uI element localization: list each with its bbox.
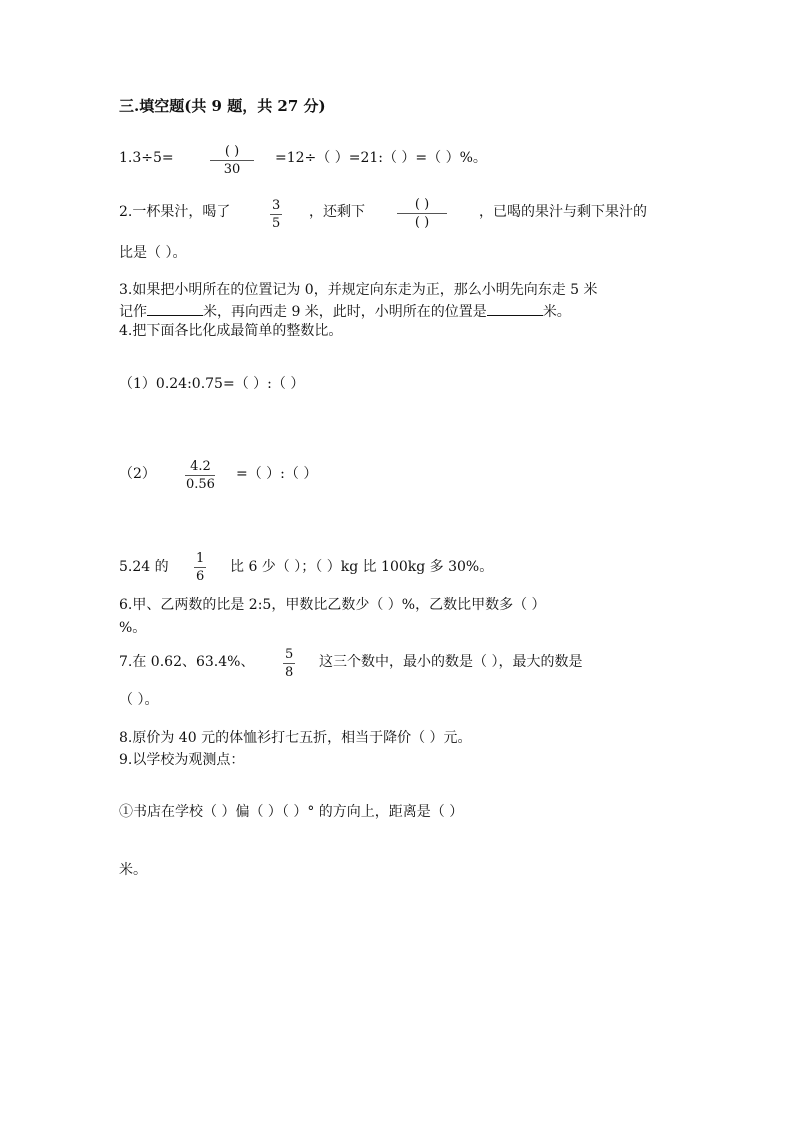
- q6-line2: %。: [119, 620, 147, 636]
- q7-line2: （ ）。: [119, 692, 159, 708]
- q1-prefix: 1.3÷5=: [119, 150, 174, 166]
- section-title: 三.填空题(共 9 题，共 27 分): [119, 97, 326, 115]
- q2-fraction-remaining: [397, 198, 447, 229]
- q3-line2-b: 米，再向西走 9 米，此时，小明所在的位置是: [203, 304, 487, 320]
- q9-title: 9.以学校为观测点：: [119, 752, 245, 768]
- q2-fraction2-bar: [397, 213, 447, 214]
- q2-part3: ，已喝的果汁与剩下果汁的: [479, 204, 647, 220]
- q4-title: 4.把下面各比化成最简单的整数比。: [119, 323, 343, 339]
- q4-fraction: [184, 460, 217, 491]
- q5-fraction-bar: [194, 567, 206, 568]
- q5-fraction: [194, 552, 206, 583]
- q3-line2: [119, 303, 571, 319]
- q4-fraction-numerator: 4.2: [190, 459, 211, 474]
- q7-fraction-numerator: 5: [285, 647, 294, 662]
- q9-sub1: ①书店在学校（ ）偏（ ）（ ）° 的方向上，距离是（ ）: [119, 804, 464, 820]
- q7-fraction: [283, 648, 295, 679]
- q9-sub1-line2: 米。: [119, 862, 147, 878]
- q3-line2-a: 记作: [119, 304, 147, 320]
- q1-fraction-bar: [210, 160, 254, 161]
- q7-part2: 这三个数中，最小的数是（ ），最大的数是: [319, 654, 583, 670]
- q3-line1: 3.如果把小明所在的位置记为 0，并规定向东走为正，那么小明先向东走 5 米: [119, 282, 598, 298]
- q1-fraction: [210, 145, 254, 176]
- q5-fraction-numerator: 1: [196, 551, 205, 566]
- q4-fraction-bar: [185, 475, 215, 476]
- q3-line2-c: 米。: [542, 304, 571, 320]
- q7-part1: 7.在 0.62、63.4%、: [119, 654, 255, 670]
- q2-line2: 比是（ ）。: [119, 245, 187, 261]
- q2-fraction2-numerator: ( ): [414, 197, 430, 212]
- q2-fraction1-numerator: 3: [272, 198, 281, 213]
- q1-fraction-denominator: 30: [223, 162, 241, 177]
- q6-line1: 6.甲、乙两数的比是 2:5，甲数比乙数少（ ）%，乙数比甲数多（ ）: [119, 597, 546, 613]
- q2-part1: 2.一杯果汁，喝了: [119, 204, 231, 220]
- q4-sub1: （1）0.24:0.75=（ ）:（ ）: [119, 376, 305, 392]
- q3-blank-1: [147, 303, 203, 316]
- q7-fraction-denominator: 8: [285, 665, 294, 680]
- q4-sub2-label: （2）: [119, 466, 156, 482]
- q7-fraction-bar: [283, 663, 295, 664]
- q3-blank-2: [487, 303, 543, 316]
- q5-fraction-denominator: 6: [196, 569, 205, 584]
- q4-sub2-suffix: =（ ）:（ ）: [236, 466, 318, 482]
- q1-suffix: =12÷（ ）=21:（ ）=（ ）%。: [275, 150, 487, 166]
- q4-fraction-denominator: 0.56: [186, 477, 215, 492]
- q2-fraction1-denominator: 5: [272, 216, 281, 231]
- q5-part2: 比 6 少（ ）；（ ）kg 比 100kg 多 30%。: [230, 559, 494, 575]
- q1-fraction-numerator: ( ): [224, 144, 240, 159]
- q2-fraction-drunk: [270, 199, 282, 230]
- q2-part2: ，还剩下: [309, 204, 365, 220]
- q5-part1: 5.24 的: [119, 559, 169, 575]
- q8-text: 8.原价为 40 元的体恤衫打七五折，相当于降价（ ）元。: [119, 730, 472, 746]
- q2-fraction1-bar: [270, 214, 282, 215]
- q2-fraction2-denominator: ( ): [414, 215, 430, 230]
